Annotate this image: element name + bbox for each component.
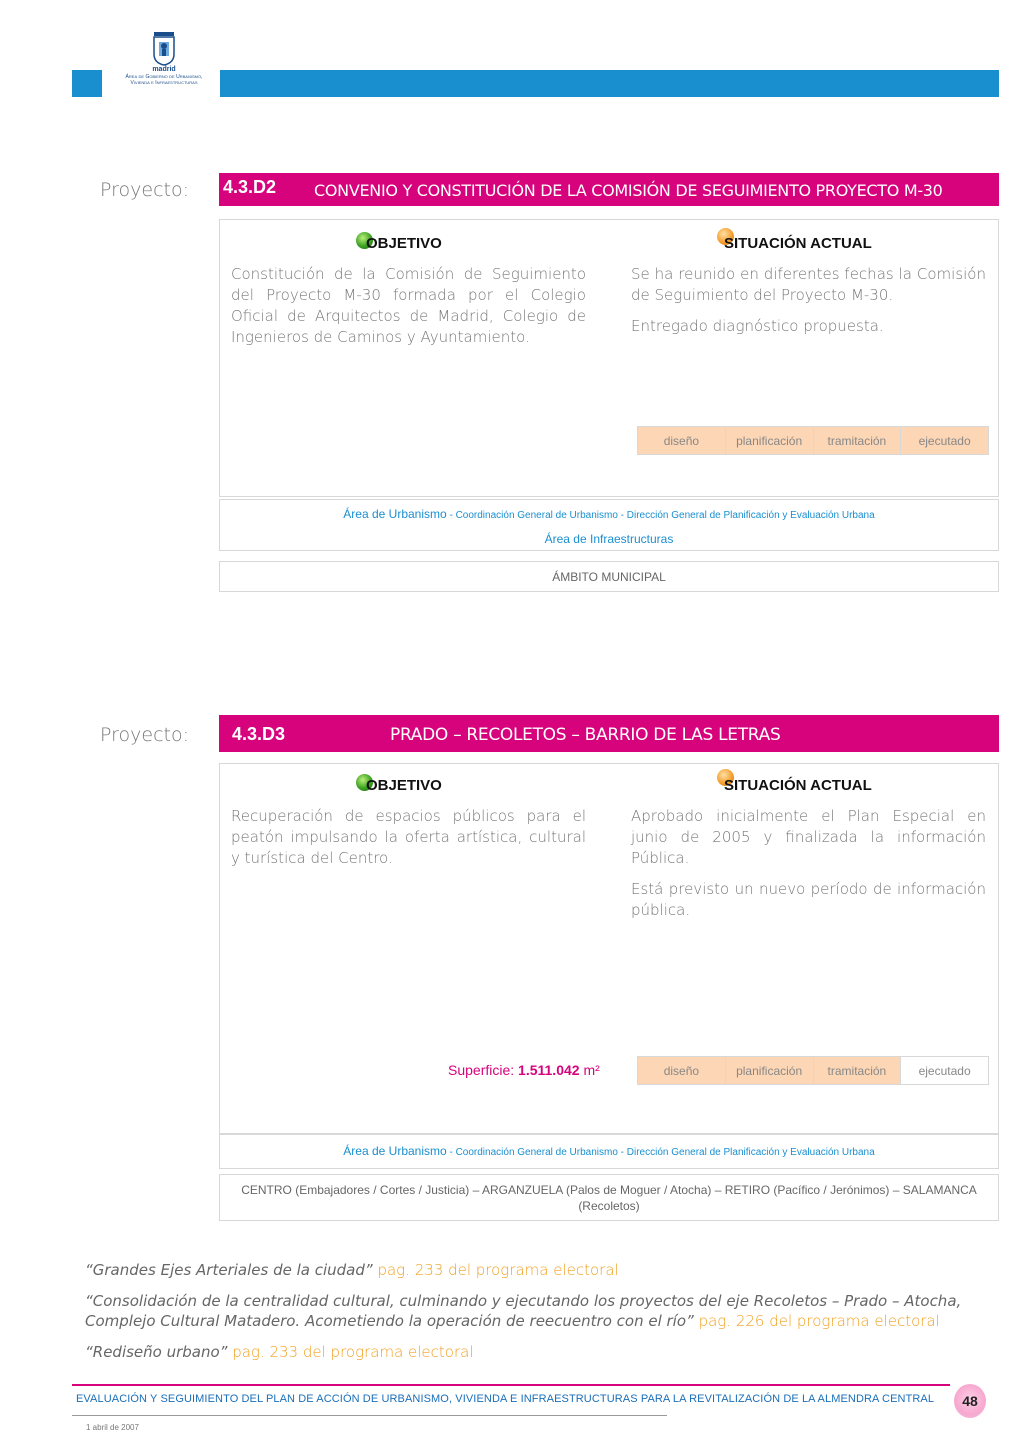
situation-text <box>631 264 986 337</box>
electoral-quote <box>85 1342 965 1362</box>
status-stage-executed: ejecutado <box>901 1057 988 1084</box>
logo-city: madrid <box>152 66 176 73</box>
coat-of-arms-icon <box>151 30 177 66</box>
quote-text: “Consolidación de la centralidad cultural, culminando y ejecutando los proyectos del eje Recoletos – Prado – Atocha, Complejo Cultural Matadero. Acometiendo la operación de reecuentro con el río” <box>85 1292 962 1330</box>
project-content-box <box>219 219 999 497</box>
situation-paragraph: Se ha reunido en diferentes fechas la Comisión de Seguimiento del Proyecto M-30. <box>631 265 986 304</box>
objective-text: Constitución de la Comisión de Seguimiento del Proyecto M-30 formada por el Colegio Oficial de Arquitectos de Madrid, Colegio de Ingenieros de Caminos y Ayuntamiento. <box>231 265 586 346</box>
scope-box: ÁMBITO MUNICIPAL <box>219 561 999 592</box>
quote-text: “Rediseño urbano” <box>85 1343 228 1361</box>
footer-title: EVALUACIÓN Y SEGUIMIENTO DEL PLAN DE ACCIÓN DE URBANISMO, VIVIENDA E INFRAESTRUCTURAS PARA LA REVITALIZACIÓN DE LA ALMENDRA CENTRAL <box>76 1393 935 1405</box>
responsible-detail: - Coordinación General de Urbanismo - Dirección General de Planificación y Evaluación Urbana <box>446 510 875 521</box>
project-title-bar <box>219 173 999 206</box>
responsible-box <box>219 1134 999 1169</box>
project-code: 4.3.D3 <box>232 724 286 744</box>
status-tracker <box>637 426 989 455</box>
surface-unit: m² <box>579 1062 600 1078</box>
quote-text: “Grandes Ejes Arteriales de la ciudad” <box>85 1261 373 1279</box>
responsible-area-2: Área de Infraestructuras <box>544 532 674 546</box>
footer-divider <box>72 1384 950 1386</box>
quote-reference: pag. 233 del programa electoral <box>227 1343 474 1361</box>
objective-heading: OBJETIVO <box>366 235 442 252</box>
project-label: Proyecto: <box>100 179 189 201</box>
surface-area <box>448 1062 600 1078</box>
quote-reference: pag. 226 del programa electoral <box>693 1312 940 1330</box>
page-number: 48 <box>954 1384 986 1418</box>
header-bar-left <box>72 70 102 97</box>
responsible-detail: - Coordinación General de Urbanismo - Dirección General de Planificación y Evaluación Urbana <box>446 1147 875 1158</box>
quote-reference: pag. 233 del programa electoral <box>372 1261 619 1279</box>
objective-text: Recuperación de espacios públicos para el peatón impulsando la oferta artística, cultural y turística del Centro. <box>231 807 586 867</box>
status-stage-design: diseño <box>638 1057 726 1084</box>
responsible-box <box>219 499 999 551</box>
footer-date: 1 abril de 2007 <box>86 1423 139 1432</box>
surface-value: 1.511.042 <box>518 1062 580 1078</box>
situation-text <box>631 806 986 921</box>
electoral-quote <box>85 1260 965 1280</box>
status-stage-design: diseño <box>638 427 726 454</box>
status-stage-processing: tramitación <box>814 1057 902 1084</box>
project-code: 4.3.D2 <box>223 177 277 197</box>
situation-paragraph: Entregado diagnóstico propuesta. <box>631 317 884 335</box>
situation-paragraph: Está previsto un nuevo período de información pública. <box>631 880 986 919</box>
status-stage-planning: planificación <box>726 427 814 454</box>
responsible-area: Área de Urbanismo <box>343 1144 447 1158</box>
situation-heading: SITUACIÓN ACTUAL <box>724 777 872 794</box>
situation-paragraph: Aprobado inicialmente el Plan Especial en junio de 2005 y finalizada la información Pública. <box>631 807 986 867</box>
responsible-area: Área de Urbanismo <box>343 507 447 521</box>
electoral-quote <box>85 1291 965 1331</box>
surface-label: Superficie: <box>448 1062 519 1078</box>
scope-box: CENTRO (Embajadores / Cortes / Justicia) – ARGANZUELA (Palos de Moguer / Atocha) – RETIRO (Pacífico / Jerónimos) – SALAMANCA (Recoletos) <box>219 1174 999 1221</box>
project-label: Proyecto: <box>100 724 189 746</box>
madrid-logo <box>110 30 218 96</box>
footer-divider-2 <box>72 1415 667 1416</box>
objective-heading: OBJETIVO <box>366 777 442 794</box>
logo-department-2: Vivienda e Infraestructuras <box>130 80 198 86</box>
status-stage-planning: planificación <box>726 1057 814 1084</box>
status-stage-processing: tramitación <box>814 427 902 454</box>
project-title: CONVENIO Y CONSTITUCIÓN DE LA COMISIÓN DE SEGUIMIENTO PROYECTO M-30 <box>314 181 943 200</box>
project-title: PRADO – RECOLETOS – BARRIO DE LAS LETRAS <box>390 725 781 745</box>
header-bar-right <box>220 70 999 97</box>
situation-heading: SITUACIÓN ACTUAL <box>724 235 872 252</box>
status-stage-executed: ejecutado <box>901 427 988 454</box>
project-title-bar <box>219 715 999 752</box>
status-tracker <box>637 1056 989 1085</box>
logo-department-1: Área de Gobierno de Urbanismo, <box>125 74 203 80</box>
